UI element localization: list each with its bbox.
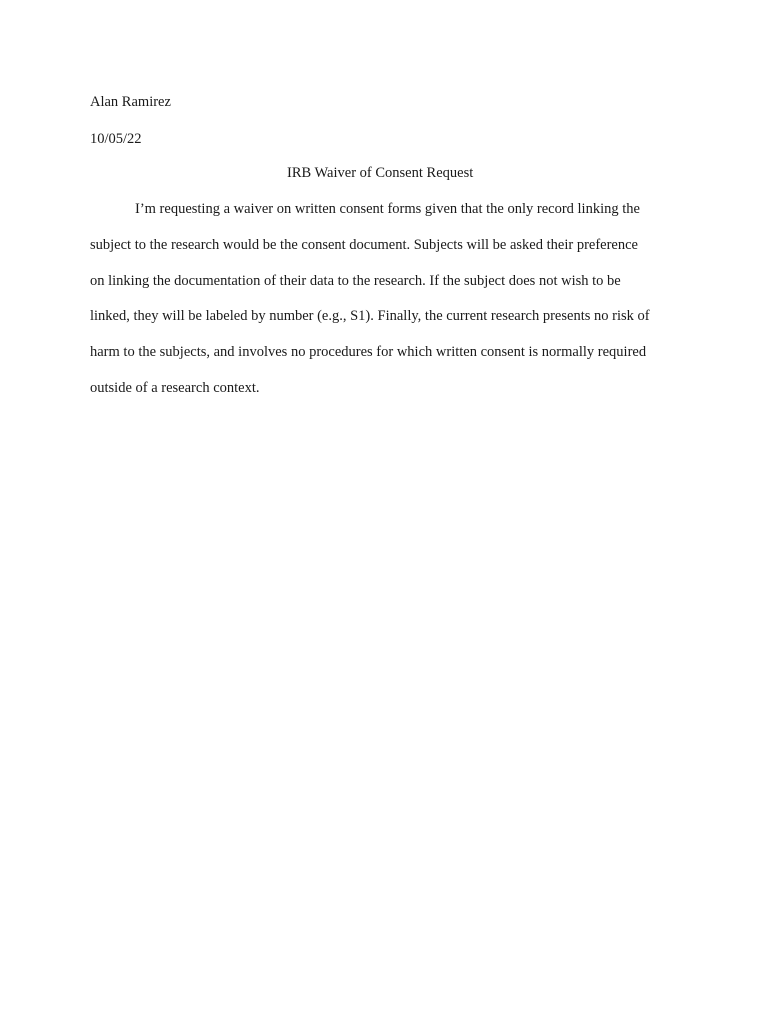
body-line: subject to the research would be the consent document. Subjects will be asked their preference <box>90 237 638 253</box>
body-line: harm to the subjects, and involves no procedures for which written consent is normally required <box>90 344 647 360</box>
document-date: 10/05/22 <box>90 131 142 147</box>
author-name: Alan Ramirez <box>90 94 171 110</box>
document-title: IRB Waiver of Consent Request <box>287 165 474 181</box>
body-line: outside of a research context. <box>90 380 260 396</box>
body-line: on linking the documentation of their data to the research. If the subject does not wish to be <box>90 273 621 289</box>
body-line: I’m requesting a waiver on written consent forms given that the only record linking the <box>135 201 640 217</box>
body-line: linked, they will be labeled by number (e.g., S1). Finally, the current research presents no risk of <box>90 308 650 324</box>
